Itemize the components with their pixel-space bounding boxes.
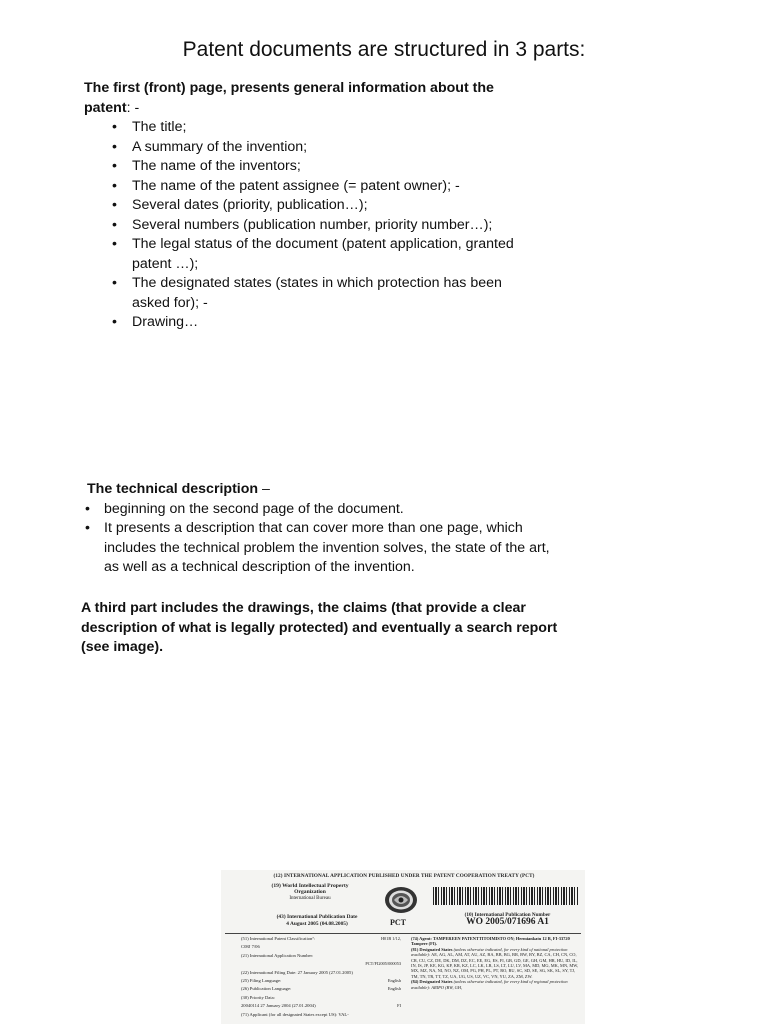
patent-field-value: H01B 1/12,: [380, 936, 401, 941]
patent-field-label: 20040114 27 January 2004 (27.01.2004): [241, 1003, 316, 1009]
list-item: [112, 177, 524, 197]
front-page-heading-bold: The first (front) page, presents general information about the patent: [84, 80, 494, 116]
front-page-section: [84, 79, 524, 333]
wipo-logo-icon: [383, 885, 419, 915]
list-item: [112, 313, 524, 333]
patent-field-row: [241, 970, 401, 976]
patent-field-label: (30) Priority Data:: [241, 994, 275, 1000]
patent-publication-date: [257, 914, 377, 927]
patent-left-fields: [241, 936, 401, 1020]
front-page-heading: [84, 79, 524, 118]
list-item-text: The designated states (states in which protection has been asked for); -: [132, 275, 502, 311]
patent-designated-label: (84) Designated States: [411, 979, 453, 985]
list-item-text: The legal status of the document (patent application, granted patent …);: [132, 236, 514, 272]
bullet-icon: •: [112, 275, 117, 291]
list-item: [112, 118, 524, 138]
patent-designated-note: (unless otherwise indicated, for every kind of national protection available):: [411, 946, 568, 958]
bullet-icon: •: [112, 119, 117, 135]
technical-description-section: [87, 480, 557, 578]
front-page-list: [112, 118, 524, 333]
list-item-text: Several dates (priority, publication…);: [132, 197, 368, 213]
third-part-paragraph: A third part includes the drawings, the claims (that provide a clear description of what is legally protected) and eventually a search report (see image).: [81, 600, 558, 655]
list-item-text: Several numbers (publication number, priority number…);: [132, 216, 493, 233]
patent-right-fields: [411, 936, 579, 990]
patent-divider: [225, 933, 581, 934]
list-item: [112, 216, 524, 236]
technical-description-heading-tail: –: [258, 481, 270, 497]
bullet-icon: •: [112, 216, 117, 233]
list-item: [112, 157, 524, 177]
bullet-icon: •: [112, 197, 117, 213]
patent-designated-note: (unless otherwise indicated, for every kind of regional protection available): ARIPO (BW, GH,: [411, 979, 568, 990]
patent-field-value: English: [387, 986, 401, 992]
bullet-icon: •: [112, 158, 117, 174]
patent-designated-states: [411, 979, 579, 990]
technical-description-list: [85, 500, 557, 578]
patent-field-row: [241, 986, 401, 992]
patent-pct-mark: PCT: [390, 918, 406, 927]
patent-pubdate-value: 4 August 2005 (04.08.2005): [286, 920, 348, 927]
list-item-text: A summary of the invention;: [132, 138, 308, 155]
patent-field-label: (22) International Filing Date: 27 January 2005 (27.01.2005): [241, 969, 353, 975]
bullet-icon: •: [85, 520, 90, 536]
list-item-text: The title;: [132, 119, 187, 135]
bullet-icon: •: [112, 177, 117, 194]
patent-org-line: (19) World Intellectual Property: [271, 883, 349, 889]
patent-publication-number: [435, 912, 580, 925]
bullet-icon: •: [112, 314, 117, 330]
patent-field-value: FI: [397, 1003, 401, 1009]
patent-organization: [255, 883, 365, 902]
list-item-text: It presents a description that can cover more than one page, which includes the technical problem the invention solves, the state of the art, as well as a technical description of the invention.: [104, 520, 550, 575]
patent-field-row: [241, 953, 401, 959]
patent-field-label: C08J 7/06: [241, 944, 260, 950]
list-item: [85, 500, 557, 520]
patent-pubnum-value: WO 2005/071696 A1: [466, 916, 549, 927]
bullet-icon: •: [112, 236, 117, 252]
bullet-icon: •: [85, 500, 90, 517]
list-item: [112, 138, 524, 158]
patent-org-line: Organization: [294, 889, 326, 896]
patent-designated-states: [411, 947, 579, 979]
patent-agent: (74) Agent: TAMPEREEN PATENTTITOIMISTO OY; Hermiankatu 12 B, FI-33720 Tampere (FI).: [411, 936, 570, 947]
list-item: [112, 235, 524, 274]
patent-org-line: International Bureau: [289, 895, 331, 901]
patent-designated-list: AE, AG, AL, AM, AT, AU, AZ, BA, BB, BG, BR, BW, BY, BZ, CA, CH, CN, CO, CR, CU, CZ, DE, DK, DM, DZ, EC, EE, EG, ES, FI, GB, GD, GE, GH, GM, HR, HU, ID, IL, IN, IS, JP, KE, KG, KP, KR, KZ, LC, LK, LR, LS, LT, LU, LV, MA, MD, MG, MK, MN, MW, MX, MZ, NA, NI, NO, NZ, OM, PG, PH, PL, PT, RO, RU, SC, SD, SE, SG, SK, SL, SY, TJ, TM, TN, TR, TT, TZ, UA, UG, US, UZ, VC, VN, YU, ZA, ZM, ZW.: [411, 952, 579, 979]
list-item: [112, 196, 524, 216]
patent-field-label: (51) International Patent Classification⁷:: [241, 936, 316, 941]
patent-field-row: [241, 995, 401, 1001]
patent-field-label: (71) Applicant (for all designated States except US): VAL-: [241, 1011, 349, 1017]
front-page-heading-tail: : -: [126, 99, 140, 116]
patent-field-row: [241, 1003, 401, 1009]
patent-field-row: [241, 944, 401, 950]
patent-field-row: [241, 978, 401, 984]
patent-header: (12) INTERNATIONAL APPLICATION PUBLISHED UNDER THE PATENT COOPERATION TREATY (PCT): [273, 873, 535, 879]
patent-field-value: English: [387, 977, 401, 983]
patent-field-label: (26) Publication Language:: [241, 986, 292, 992]
patent-pubdate-label: (43) International Publication Date: [276, 914, 358, 920]
list-item: [85, 519, 557, 578]
patent-field-row: [241, 936, 401, 942]
list-item: [112, 274, 524, 313]
patent-field-row: [241, 1012, 401, 1018]
patent-field-label: (25) Filing Language:: [241, 977, 282, 983]
bullet-icon: •: [112, 138, 117, 155]
patent-pubnum-label: (10) International Publication Number: [464, 912, 551, 918]
list-item-text: Drawing…: [132, 314, 199, 330]
barcode: [433, 887, 578, 905]
patent-field-row: [241, 961, 401, 967]
list-item-text: beginning on the second page of the document.: [104, 500, 404, 517]
patent-field-label: (21) International Application Number:: [241, 952, 314, 958]
list-item-text: The name of the inventors;: [132, 158, 301, 174]
technical-description-heading: [87, 480, 557, 500]
patent-designated-label: (81) Designated States: [411, 946, 453, 952]
patent-field-value: PCT/FI2005/000053: [365, 961, 401, 967]
page-title: Patent documents are structured in 3 parts:: [182, 38, 586, 61]
patent-document-image: [221, 870, 585, 1024]
technical-description-heading-bold: The technical description: [87, 481, 259, 497]
list-item-text: The name of the patent assignee (= patent owner); -: [132, 177, 460, 194]
